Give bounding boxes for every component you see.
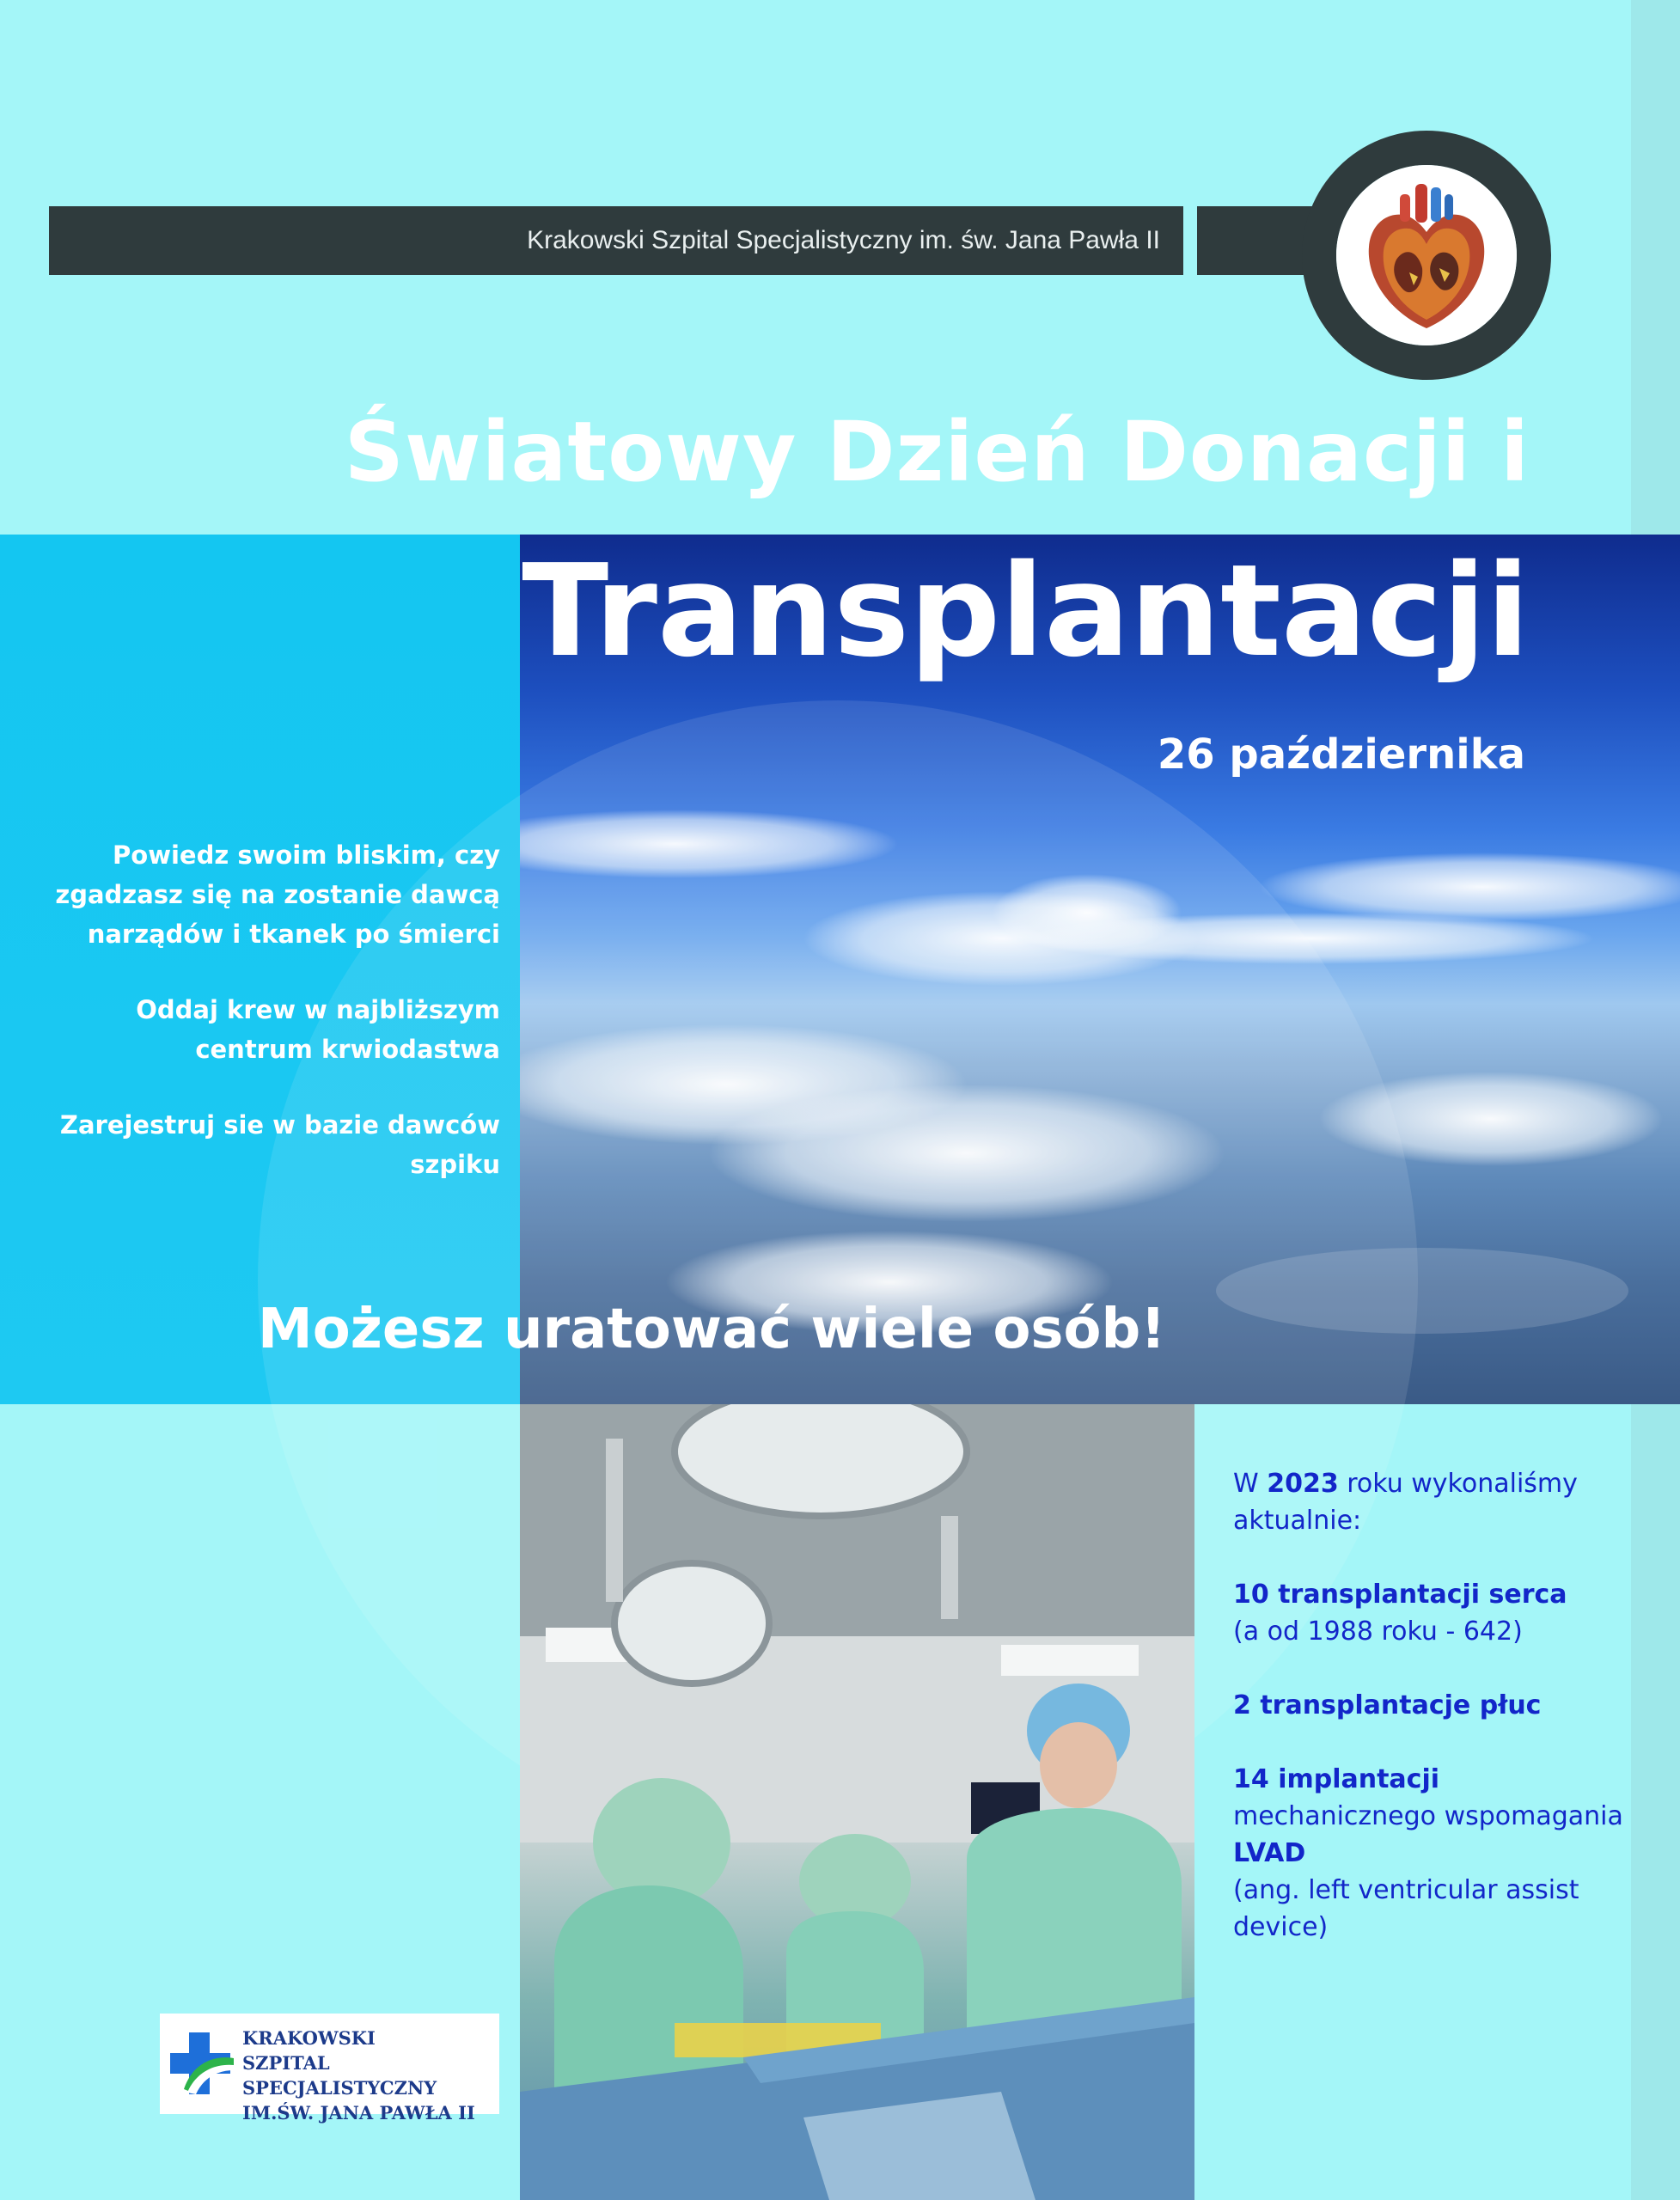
surgeons-illustration xyxy=(520,1404,1194,2200)
stats-intro-suffix: roku wykonaliśmy aktualnie: xyxy=(1233,1469,1578,1536)
logo-line-3: IM.ŚW. JANA PAWŁA II xyxy=(242,2102,475,2124)
stats-panel xyxy=(1233,1465,1628,1983)
title-line-1: Światowy Dzień Donacji i xyxy=(344,404,1530,500)
stats-heart xyxy=(1233,1576,1628,1650)
header-bar xyxy=(49,206,1183,275)
operating-room-photo xyxy=(520,1404,1194,2200)
stats-heart-note: (a od 1988 roku - 642) xyxy=(1233,1616,1523,1647)
stats-lvad-text: mechanicznego wspomagania xyxy=(1233,1801,1623,1831)
hospital-logo xyxy=(160,2014,499,2124)
logo-text xyxy=(242,2026,496,2125)
title-line-2: Transplantacji xyxy=(522,537,1530,685)
slogan: Możesz uratować wiele osób! xyxy=(258,1298,1166,1361)
stats-lung-count: 2 transplantacje płuc xyxy=(1233,1690,1542,1720)
event-date: 26 października xyxy=(1157,730,1525,779)
stats-intro-year: 2023 xyxy=(1267,1469,1339,1499)
stats-lung xyxy=(1233,1687,1628,1724)
heart-magnifier xyxy=(1302,131,1551,380)
header-hospital-name: Krakowski Szpital Specjalistyczny im. św. Jana Pawła II xyxy=(527,226,1160,254)
stats-lvad xyxy=(1233,1761,1628,1946)
hospital-cross-logo-icon xyxy=(167,2029,235,2098)
stats-lvad-note: (ang. left ventricular assist device) xyxy=(1233,1875,1579,1942)
logo-line-2: SZPITAL SPECJALISTYCZNY xyxy=(242,2052,437,2099)
heart-anatomy-icon xyxy=(1336,165,1517,345)
tip-blood-donation: Oddaj krew w najbliższym centrum krwiodastwa xyxy=(136,995,500,1064)
stats-lvad-count: 14 implantacji xyxy=(1233,1764,1440,1794)
logo-line-1: KRAKOWSKI xyxy=(242,2027,376,2049)
stats-intro xyxy=(1233,1465,1628,1539)
stats-lvad-abbr: LVAD xyxy=(1233,1838,1306,1868)
tip-marrow-registry: Zarejestruj sie w bazie dawców szpiku xyxy=(59,1110,500,1179)
tip-organ-donation: Powiedz swoim bliskim, czy zgadzasz się na zostanie dawcą narządów i tkanek po śmierci xyxy=(55,840,500,949)
stats-intro-prefix: W xyxy=(1233,1469,1268,1499)
stats-heart-count: 10 transplantacji serca xyxy=(1233,1580,1567,1610)
